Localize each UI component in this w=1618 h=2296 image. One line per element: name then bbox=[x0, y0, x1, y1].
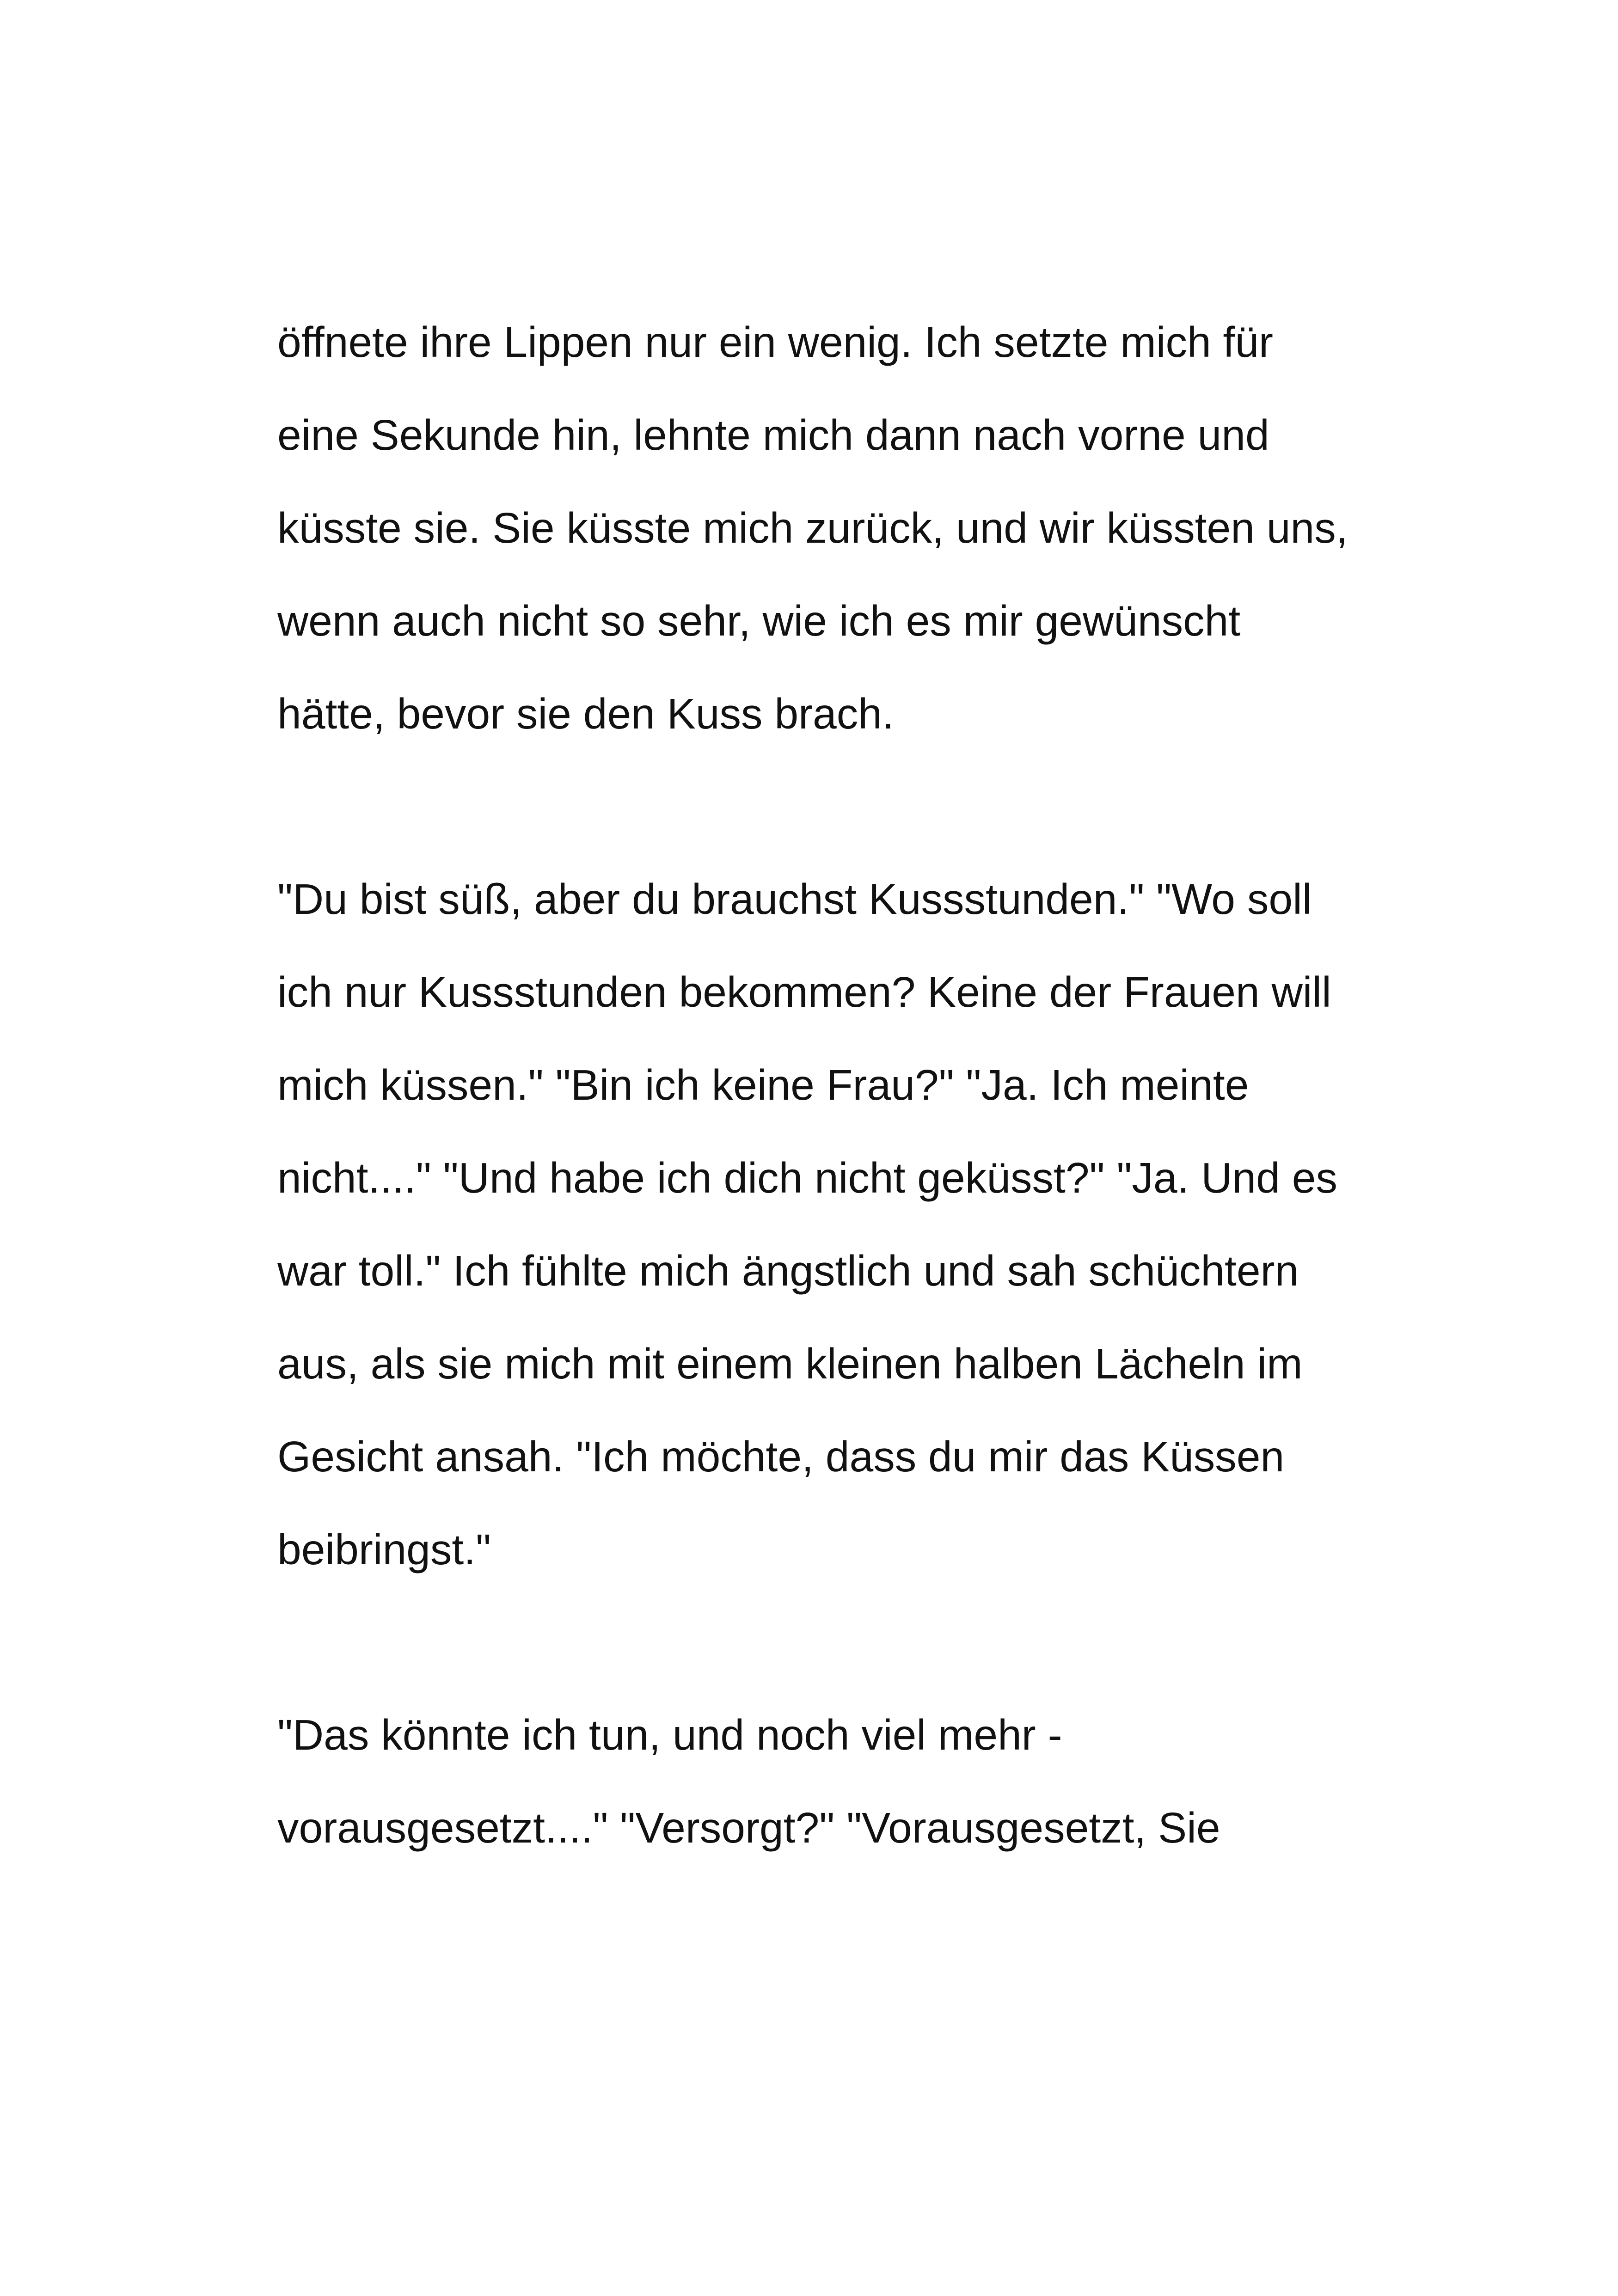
text-line: küsste sie. Sie küsste mich zurück, und wir küssten uns, bbox=[277, 504, 1348, 552]
text-line: aus, als sie mich mit einem kleinen halben Lächeln im bbox=[277, 1340, 1303, 1388]
text-line: eine Sekunde hin, lehnte mich dann nach vorne und bbox=[277, 411, 1269, 459]
body-text bbox=[277, 314, 1387, 1893]
paragraph-spacer bbox=[277, 1615, 1387, 1707]
text-line: Gesicht ansah. "Ich möchte, dass du mir das Küssen bbox=[277, 1433, 1285, 1481]
text-line: beibringst." bbox=[277, 1525, 491, 1574]
text-line: wenn auch nicht so sehr, wie ich es mir gewünscht bbox=[277, 597, 1241, 645]
paragraph-2 bbox=[277, 871, 1387, 1615]
text-line: ich nur Kussstunden bekommen? Keine der Frauen will bbox=[277, 968, 1331, 1016]
paragraph-1 bbox=[277, 314, 1387, 779]
text-line: hätte, bevor sie den Kuss brach. bbox=[277, 690, 894, 738]
paragraph-3 bbox=[277, 1707, 1387, 1893]
text-line: vorausgesetzt...." "Versorgt?" "Vorausgesetzt, Sie bbox=[277, 1804, 1220, 1852]
text-line: mich küssen." "Bin ich keine Frau?" "Ja. Ich meinte bbox=[277, 1061, 1249, 1109]
text-line: öffnete ihre Lippen nur ein wenig. Ich setzte mich für bbox=[277, 318, 1274, 366]
text-line: "Du bist süß, aber du brauchst Kussstunden." "Wo soll bbox=[277, 875, 1312, 923]
text-line: war toll." Ich fühlte mich ängstlich und sah schüchtern bbox=[277, 1247, 1299, 1295]
paragraph-spacer bbox=[277, 779, 1387, 871]
text-line: "Das könnte ich tun, und noch viel mehr - bbox=[277, 1711, 1062, 1759]
text-line: nicht...." "Und habe ich dich nicht geküsst?" "Ja. Und es bbox=[277, 1154, 1337, 1202]
